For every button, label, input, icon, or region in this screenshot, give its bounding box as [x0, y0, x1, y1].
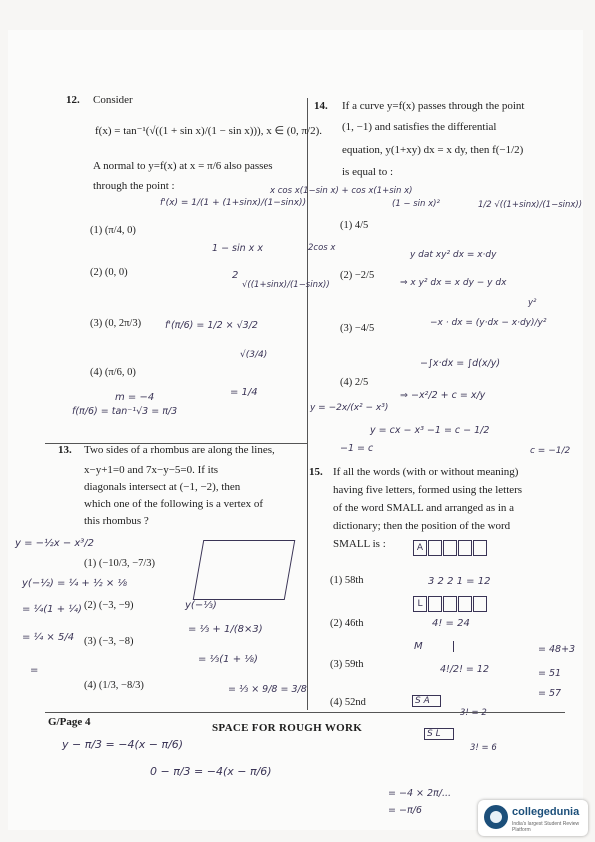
q15-option-3[interactable]: (3) 59th [330, 659, 364, 670]
hw-rhombus-sketch [193, 540, 296, 600]
hw-x-val: = −4 × 2π/... [388, 788, 452, 799]
q14-line-2: (1, −1) and satisfies the differential [342, 121, 497, 133]
hw-y-dat: y dat xy² dx = x·dy [410, 250, 497, 260]
hw-sqrt34: √(3/4) [240, 350, 268, 360]
hw-eq57: = 57 [538, 688, 562, 699]
hw-minus-x: −x · dx = (y·dx − x·dy)/y² [430, 318, 547, 328]
hw-third-sum: = ⅓ + 1/(8×3) [188, 624, 263, 635]
q15-option-2[interactable]: (2) 46th [330, 618, 364, 629]
q15-option-4[interactable]: (4) 52nd [330, 697, 366, 708]
q12-option-1[interactable]: (1) (π/4, 0) [90, 225, 136, 236]
hw-two: 2 [232, 270, 239, 281]
hw-third-paren: = ⅓(1 + ⅛) [198, 654, 258, 665]
hw-x-final: = −π/6 [388, 805, 422, 816]
hw-a-boxes: A [413, 540, 488, 556]
hw-quarter: = ¼(1 + ¼) [22, 604, 82, 615]
hw-perm: 4! = 24 [432, 618, 470, 629]
hw-half-root: 1/2 √((1+sinx)/(1−sinx)) [478, 200, 583, 210]
collegedunia-badge [478, 800, 588, 836]
q14-number: 14. [314, 100, 328, 112]
q14-option-1[interactable]: (1) 4/5 [340, 220, 369, 231]
hw-y-cx: y = cx − x³ −1 = c − 1/2 [370, 425, 490, 436]
q13-option-2[interactable]: (2) (−3, −9) [84, 600, 134, 611]
collegedunia-logo-icon [484, 805, 508, 829]
q15-line-2: having five letters, formed using the letters [333, 484, 523, 496]
q15-number: 15. [309, 466, 323, 478]
collegedunia-tagline: India's largest Student Review Platform [512, 821, 580, 833]
hw-eq-quarter: = 1/4 [230, 387, 258, 398]
page-label: G/Page 4 [48, 716, 91, 728]
hw-sa-label: S A [412, 695, 441, 707]
q13-option-3[interactable]: (3) (−3, −8) [84, 636, 134, 647]
hw-l-boxes: L [413, 596, 488, 612]
hw-a-count: 3 2 2 1 = 12 [428, 576, 491, 587]
hw-implies1: ⇒ x y² dx = x dy − y dx [400, 278, 507, 288]
hw-quarter-val: = ¼ × 5/4 [22, 632, 75, 643]
hw-f-prime: f'(x) = 1/(1 + (1+sinx)/(1−sinx)) [160, 198, 307, 208]
hw-third-frac: = ⅓ × 9/8 = 3/8 [228, 684, 307, 695]
q12-option-3[interactable]: (3) (0, 2π/3) [90, 318, 142, 329]
hw-yhalf: y(−½) = ¼ + ½ × ⅛ [22, 578, 128, 589]
hw-sl-val: 3! = 6 [470, 743, 497, 753]
hw-normal-eq: y − π/3 = −4(x − π/6) [62, 738, 184, 751]
q12-line1: A normal to y=f(x) at x = π/6 also passes [93, 160, 273, 172]
hw-m-box: M [414, 641, 454, 652]
q12-option-4[interactable]: (4) (π/6, 0) [90, 367, 136, 378]
q13-number: 13. [58, 444, 72, 456]
q12-number: 12. [66, 94, 80, 106]
hw-deriv-mid: (1 − sin x)² [392, 199, 440, 209]
hw-calc-sum: = 48+3 [538, 644, 576, 655]
hw-point-eq: 0 − π/3 = −4(x − π/6) [150, 765, 272, 778]
hw-y2: y² [528, 298, 537, 308]
q15-line-3: of the word SMALL and arranged as in a [333, 502, 515, 514]
hw-y-third: y(−⅓) [185, 600, 217, 611]
hw-m-eq: m = −4 [115, 392, 155, 403]
q14-line-3: equation, y(1+xy) dx = x dy, then f(−1/2) [342, 144, 524, 156]
q12-option-2[interactable]: (2) (0, 0) [90, 267, 128, 278]
q14-option-4[interactable]: (4) 2/5 [340, 377, 369, 388]
hw-sqrt-ratio: √((1+sinx)/(1−sinx)) [242, 280, 330, 290]
rough-work-label: SPACE FOR ROUGH WORK [212, 722, 363, 734]
q14-option-3[interactable]: (3) −4/5 [340, 323, 375, 334]
hw-integral: −∫x·dx = ∫d(x/y) [420, 358, 501, 369]
hw-f-pi6: f(π/6) = tan⁻¹√3 = π/3 [72, 406, 178, 417]
hw-sa-val: 3! = 2 [460, 708, 487, 718]
hw-deriv-top: x cos x(1−sin x) + cos x(1+sin x) [270, 186, 413, 196]
hw-minus1: −1 = c [340, 443, 374, 454]
q13-line-4: which one of the following is a vertex of [84, 498, 264, 510]
q14-line-1: If a curve y=f(x) passes through the point [342, 100, 525, 112]
collegedunia-name: collegedunia [512, 806, 580, 818]
hw-y-sol: y = −2x/(x² − x³) [310, 403, 389, 413]
hw-implies2: ⇒ −x²/2 + c = x/y [400, 390, 486, 401]
q13-line-2: x−y+1=0 and 7x−y−5=0. If its [84, 464, 219, 476]
q13-line-3: diagonals intersect at (−1, −2), then [84, 481, 241, 493]
hw-fprime-val: f'(π/6) = 1/2 × √3/2 [165, 320, 258, 331]
hw-eq51: = 51 [538, 668, 562, 679]
footer-rule [45, 712, 565, 713]
q15-line-1: If all the words (with or without meaning) [333, 466, 519, 478]
q14-line-4: is equal to : [342, 166, 394, 178]
q12-intro: Consider [93, 94, 133, 106]
q15-option-1[interactable]: (1) 58th [330, 575, 364, 586]
hw-y-left: y = −½x − x³/2 [15, 538, 95, 549]
q15-line-5: SMALL is : [333, 538, 386, 550]
hw-m-perm: 4!/2! = 12 [440, 664, 489, 675]
q13-line-5: this rhombus ? [84, 515, 149, 527]
hw-eq-sign: = [30, 665, 39, 676]
hw-one-minus: 1 − sin x x [212, 243, 263, 254]
hw-c-eq: c = −1/2 [530, 446, 571, 456]
q13-option-1[interactable]: (1) (−10/3, −7/3) [84, 558, 156, 569]
q12-line2: through the point : [93, 180, 175, 192]
q13-option-4[interactable]: (4) (1/3, −8/3) [84, 680, 144, 691]
q15-line-4: dictionary; then the position of the word [333, 520, 511, 532]
hw-sl-label: S L [424, 728, 454, 740]
q12-function: f(x) = tan⁻¹(√((1 + sin x)/(1 − sin x))), x ∈ (0, π/2). [95, 125, 322, 137]
hw-twocos: 2cos x [308, 243, 336, 253]
q13-line-1: Two sides of a rhombus are along the lines, [84, 444, 275, 456]
q14-option-2[interactable]: (2) −2/5 [340, 270, 375, 281]
